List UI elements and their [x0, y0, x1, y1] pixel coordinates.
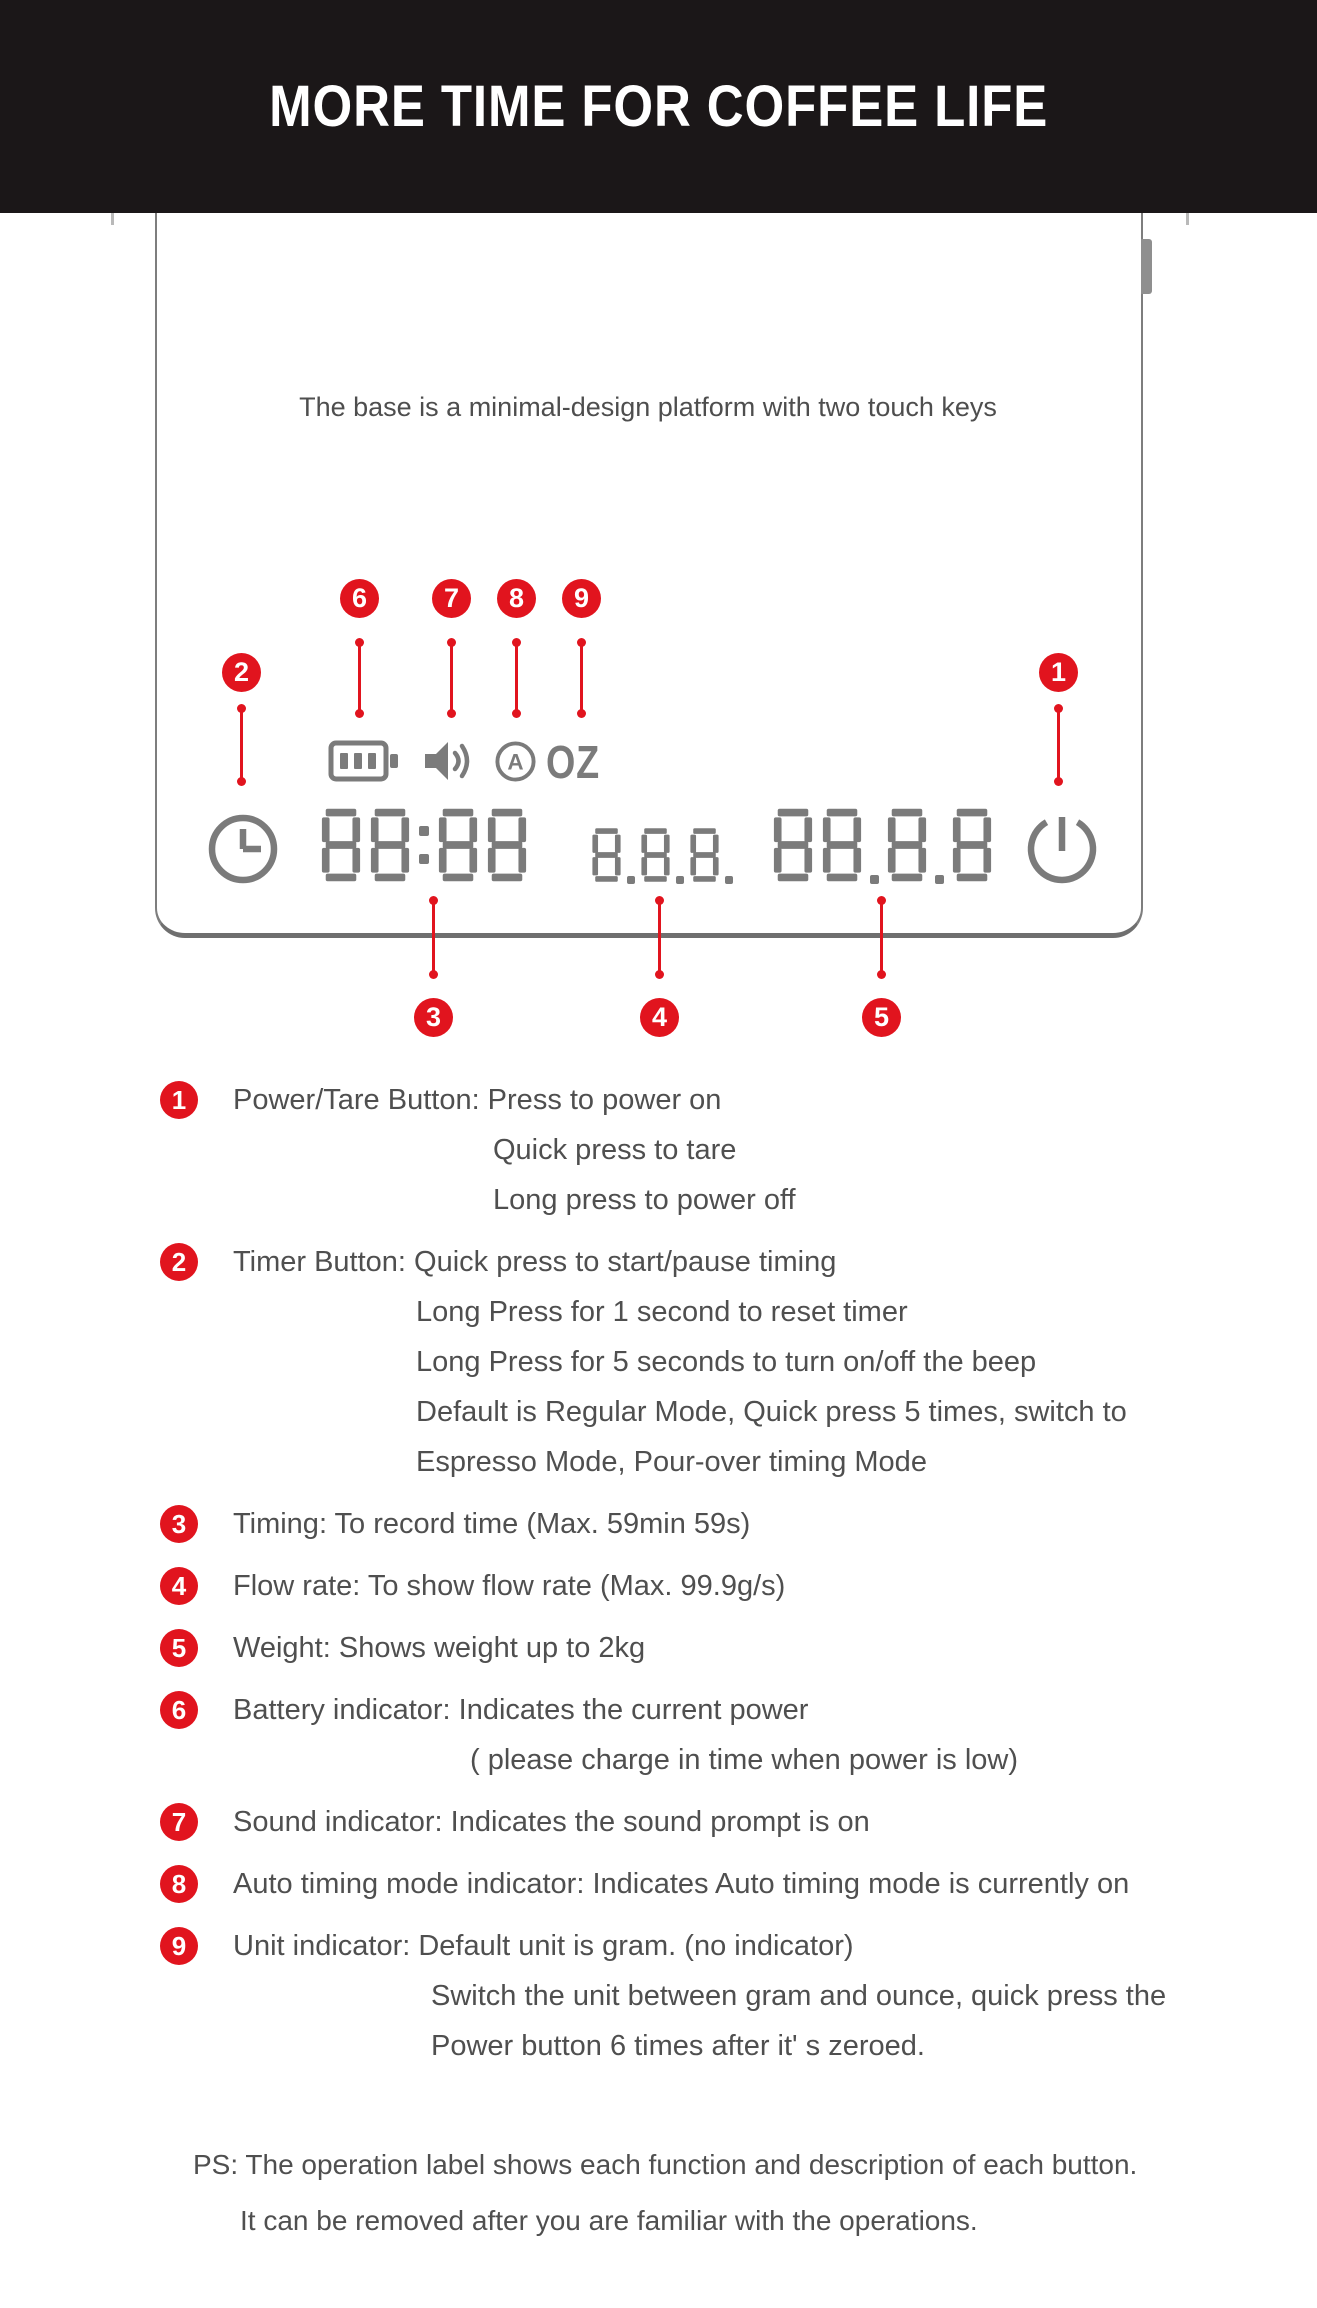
callout-line-1	[1057, 708, 1060, 782]
seven-segment-dot	[627, 876, 635, 884]
legend-text-line: Power button 6 times after it' s zeroed.	[431, 2030, 925, 2062]
ps-note	[193, 2137, 1137, 2249]
seven-segment-colon	[418, 806, 430, 884]
legend-text-line: Switch the unit between gram and ounce, quick press the	[431, 1980, 1167, 2012]
callout-badge-8: 8	[497, 579, 536, 618]
legend-text-line: ( please charge in time when power is low)	[470, 1744, 1019, 1776]
svg-text:A: A	[507, 749, 524, 775]
device-edge-tick-left	[111, 213, 114, 225]
seven-segment-digit	[821, 806, 863, 884]
legend-number-badge: 2	[160, 1243, 198, 1281]
seven-segment-digit	[591, 826, 622, 884]
legend-item-1	[160, 1075, 1290, 1225]
callout-badge-5: 5	[862, 998, 901, 1037]
legend-list	[160, 1075, 1290, 2083]
ps-line-1: PS: The operation label shows each function and description of each button.	[193, 2149, 1138, 2180]
legend-item-2	[160, 1237, 1290, 1487]
seven-segment-digit	[369, 806, 411, 884]
callout-badge-6: 6	[340, 579, 379, 618]
callout-line-9	[580, 642, 583, 714]
callout-line-4	[658, 900, 661, 975]
seven-segment-dot	[725, 876, 733, 884]
callout-line-7	[450, 642, 453, 714]
legend-text-line: Long Press for 1 second to reset timer	[416, 1296, 908, 1328]
oz-unit-label: OZ	[546, 736, 601, 788]
legend-text-line: Long Press for 5 seconds to turn on/off the beep	[416, 1346, 1037, 1378]
seven-segment-digit	[320, 806, 362, 884]
callout-badge-7: 7	[432, 579, 471, 618]
battery-icon	[328, 737, 400, 785]
display-flowrate-digits	[591, 823, 733, 884]
device-side-button	[1141, 239, 1152, 294]
seven-segment-digit	[689, 826, 720, 884]
callout-line-3	[432, 900, 435, 975]
legend-text-line: Default is Regular Mode, Quick press 5 times, switch to	[416, 1396, 1127, 1428]
callout-badge-3: 3	[414, 998, 453, 1037]
legend-text-line: Timer Button: Quick press to start/pause timing	[233, 1246, 837, 1278]
auto-timing-icon	[494, 740, 537, 783]
device-edge-tick-right	[1186, 213, 1189, 225]
legend-item-6	[160, 1685, 1290, 1785]
callout-line-2	[240, 708, 243, 782]
callout-badge-4: 4	[640, 998, 679, 1037]
legend-number-badge: 4	[160, 1567, 198, 1605]
header-banner	[0, 0, 1317, 213]
seven-segment-digit	[486, 806, 528, 884]
legend-item-3	[160, 1499, 1290, 1549]
clock-icon	[207, 813, 279, 885]
ps-line-2: It can be removed after you are familiar with the operations.	[240, 2205, 978, 2236]
legend-item-4	[160, 1561, 1290, 1611]
display-weight-digits	[772, 806, 993, 884]
legend-text-line: Sound indicator: Indicates the sound prompt is on	[233, 1806, 870, 1838]
speaker-icon	[421, 737, 479, 785]
legend-text-line: Battery indicator: Indicates the current power	[233, 1694, 809, 1726]
legend-text-line: Long press to power off	[493, 1184, 796, 1216]
legend-item-5	[160, 1623, 1290, 1673]
legend-number-badge: 3	[160, 1505, 198, 1543]
legend-text-line: Espresso Mode, Pour-over timing Mode	[416, 1446, 927, 1478]
callout-line-6	[358, 642, 361, 714]
legend-number-badge: 7	[160, 1803, 198, 1841]
seven-segment-digit	[640, 826, 671, 884]
legend-text-line: Auto timing mode indicator: Indicates Auto timing mode is currently on	[233, 1868, 1130, 1900]
legend-text-line: Weight: Shows weight up to 2kg	[233, 1632, 646, 1664]
seven-segment-dot	[870, 875, 879, 884]
seven-segment-digit	[951, 806, 993, 884]
legend-item-8	[160, 1859, 1290, 1909]
power-icon	[1026, 813, 1098, 885]
legend-item-7	[160, 1797, 1290, 1847]
display-timer-digits	[320, 806, 528, 884]
callout-line-8	[515, 642, 518, 714]
legend-number-badge: 6	[160, 1691, 198, 1729]
seven-segment-dot	[935, 875, 944, 884]
callout-badge-9: 9	[562, 579, 601, 618]
seven-segment-dot	[676, 876, 684, 884]
seven-segment-digit	[886, 806, 928, 884]
seven-segment-digit	[772, 806, 814, 884]
device-caption: The base is a minimal-design platform with two touch keys	[299, 392, 997, 422]
page-title: MORE TIME FOR COFFEE LIFE	[268, 74, 1049, 139]
callout-line-5	[880, 900, 883, 975]
legend-number-badge: 9	[160, 1927, 198, 1965]
legend-number-badge: 8	[160, 1865, 198, 1903]
legend-text-line: Timing: To record time (Max. 59min 59s)	[233, 1508, 751, 1540]
legend-number-badge: 5	[160, 1629, 198, 1667]
callout-badge-2: 2	[222, 653, 261, 692]
legend-text-line: Flow rate: To show flow rate (Max. 99.9g/s)	[233, 1570, 786, 1602]
seven-segment-digit	[437, 806, 479, 884]
callout-badge-1: 1	[1039, 653, 1078, 692]
legend-text-line: Power/Tare Button: Press to power on	[233, 1084, 722, 1116]
legend-text-line: Unit indicator: Default unit is gram. (no indicator)	[233, 1930, 854, 1962]
legend-item-9	[160, 1921, 1290, 2071]
legend-number-badge: 1	[160, 1081, 198, 1119]
legend-text-line: Quick press to tare	[493, 1134, 737, 1166]
